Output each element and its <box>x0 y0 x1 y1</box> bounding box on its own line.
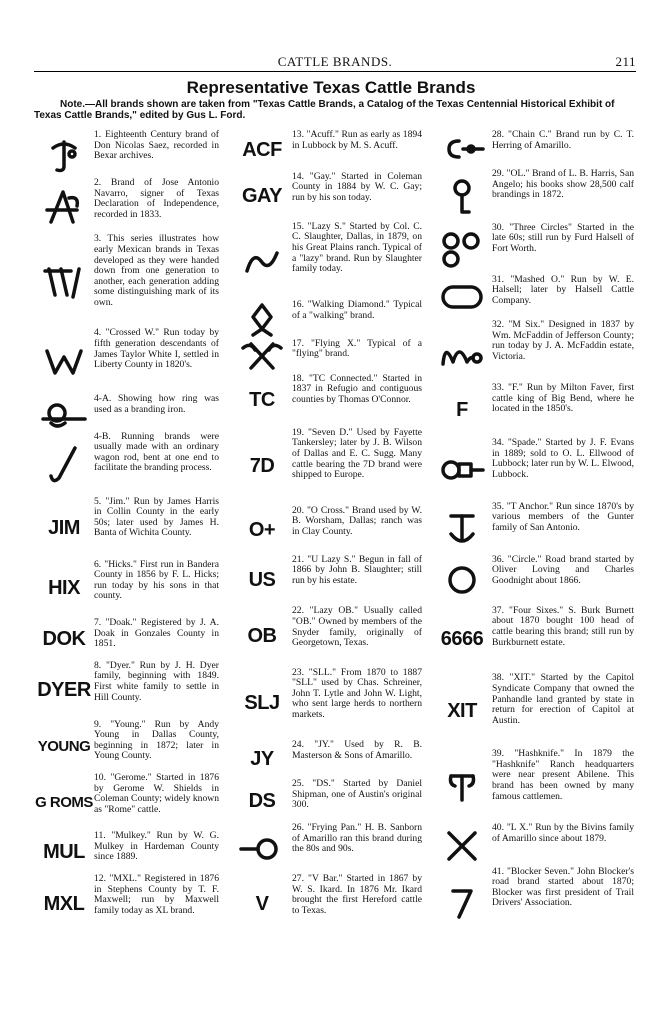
brand-entry <box>232 339 422 374</box>
brand-entry <box>432 383 634 438</box>
lx-brand-icon <box>432 823 492 867</box>
brand-mark <box>232 172 292 222</box>
hashknife-icon <box>432 749 492 823</box>
crossed-w-brand-icon <box>34 328 94 394</box>
brand-description: 38. "XIT." Started by the Capitol Syndicate Company that owned the Panhandle land granted by state in return for erection of Capitol at Austin. <box>492 672 634 726</box>
brand-mark <box>232 506 292 555</box>
brand-entry <box>34 560 219 618</box>
brand-entry <box>34 234 219 328</box>
brand-entry <box>34 618 219 661</box>
column-3 <box>432 130 634 1010</box>
brand-mark-text: MXL <box>43 893 85 916</box>
ol-brand-icon <box>432 169 492 223</box>
brand-description: 27. "V Bar." Started in 1867 by W. S. Ikard. In 1876 Mr. Ikard brought the first Hereford cattle to Texas. <box>292 873 422 916</box>
brand-description: 14. "Gay." Started in Coleman County in 1884 by W. C. Gay; run by his son today. <box>292 170 422 203</box>
brand-mark <box>34 831 94 874</box>
page-title: Representative Texas Cattle Brands <box>186 78 476 97</box>
brand-description: 40. "L X." Run by the Bivins family of Amarillo since about 1879. <box>492 822 634 844</box>
brand-entry <box>34 497 219 560</box>
brand-entry <box>232 874 422 935</box>
blocker-seven-icon <box>432 867 492 935</box>
sprig-brand-icon <box>34 130 94 178</box>
brand-mark-text: GAY <box>241 185 282 208</box>
brand-description: 9. "Young." Run by Andy Young in Dallas County, beginning in 1872; later in Young County. <box>94 718 219 762</box>
brand-entry <box>34 773 219 831</box>
circle-brand-icon <box>432 555 492 606</box>
brand-mark <box>232 668 292 741</box>
brand-mark <box>232 606 292 667</box>
brand-mark-text: O+ <box>248 518 276 541</box>
brand-description: 5. "Jim." Run by James Harris in Collin County in the early 50s; later used by James H. Banta of Wichita County. <box>94 495 219 539</box>
brand-description: 10. "Gerome." Started in 1876 by Gerome W. Shields in Coleman County; widely known as "Rome" cattle. <box>94 772 219 815</box>
brand-entry <box>232 779 422 823</box>
brand-description: 2. Brand of Jose Antonio Navarro, signer of Texas Declaration of Independence, recorded in 1833. <box>94 177 219 220</box>
brand-entry <box>34 178 219 234</box>
brand-description: 4-B. Running brands were usually made with an ordinary wagon rod, bent at one end to facilitate the branding process. <box>94 430 219 474</box>
brand-description: 29. "OL." Brand of L. B. Harris, San Angelo; his books show 28,500 calf brandings in 1872. <box>492 167 634 201</box>
brand-description: 28. "Chain C." Brand run by C. T. Herring of Amarillo. <box>492 129 634 151</box>
brand-description: 23. "SLL." From 1870 to 1887 "SLL" used by Chas. Schreiner, John T. Lytle and John W. Light, who sent large herds to northern markets. <box>292 666 422 720</box>
t-anchor-icon <box>432 502 492 555</box>
brand-description: 21. "U Lazy S." Begun in fall of 1866 by John B. Slaughter; still run by his estate. <box>292 553 422 586</box>
brand-entry <box>232 374 422 428</box>
brand-entry <box>432 823 634 867</box>
brand-description: 41. "Blocker Seven." John Blocker's road brand started about 1870; Blocker was first president of Trail Drivers' Association. <box>492 865 634 909</box>
brand-description: 12. "MXL." Registered in 1876 in Stephens County by T. F. Maxwell; run by Maxwell family today as XL brand. <box>94 873 219 916</box>
brand-description: 13. "Acuff." Run as early as 1894 in Lubbock by M. S. Acuff. <box>292 129 422 151</box>
brand-description: 8. "Dyer." Run by J. H. Dyer family, beginning with 1849. First white family to settle in Hill County. <box>94 659 219 703</box>
brand-mark <box>232 779 292 823</box>
brand-entry <box>432 673 634 749</box>
brand-description: 34. "Spade." Started by J. F. Evans in 1889; sold to O. L. Ellwood of Lubbock; later run by W. L. Elwood, Lubbock. <box>492 436 634 480</box>
spade-icon <box>432 438 492 502</box>
brand-mark <box>232 740 292 779</box>
walking-diamond-icon <box>232 300 292 338</box>
column-2 <box>232 130 422 1010</box>
brand-entry <box>34 394 219 431</box>
brand-entry <box>432 320 634 383</box>
brand-entry <box>432 275 634 321</box>
column-1 <box>34 130 219 1010</box>
brand-description: 31. "Mashed O." Run by W. E. Halsell; later by Halsell Cattle Company. <box>492 273 634 306</box>
brand-description: 4-A. Showing how ring was used as a branding iron. <box>94 393 219 415</box>
brand-mark-text: US <box>248 568 276 591</box>
brand-description: 4. "Crossed W." Run today by fifth generation descendants of James Taylor White I, settled in Liberty County in 1820's. <box>94 327 219 371</box>
brand-entry <box>34 661 219 720</box>
brand-description: 32. "M Six." Designed in 1837 by Wm. McFaddin of Jefferson County; run today by J. A. McFaddin estate, Victoria. <box>492 319 634 363</box>
navarro-brand-icon <box>34 178 94 234</box>
chain-c-icon <box>432 130 492 169</box>
brand-entry <box>432 606 634 674</box>
header-rule <box>34 71 636 72</box>
brand-mark-text: V <box>255 893 269 916</box>
brand-entry <box>232 740 422 779</box>
brand-entry <box>232 172 422 222</box>
brand-entry <box>432 502 634 555</box>
mashed-o-icon <box>432 275 492 321</box>
brand-mark-text: JY <box>250 748 274 771</box>
brand-mark <box>34 661 94 720</box>
brand-description: 33. "F." Run by Milton Faver, first cattle king of Big Bend, where he located in the 1850's. <box>492 382 634 415</box>
running-header <box>34 50 636 70</box>
brand-description: 1. Eighteenth Century brand of Don Nicolas Saez, recorded in Bexar archives. <box>94 129 219 162</box>
brand-mark-text: F <box>456 399 468 422</box>
brand-mark <box>232 374 292 428</box>
brand-description: 22. "Lazy OB." Usually called "OB." Owned by members of the Snyder family, originally of Georgetown, Texas. <box>292 605 422 649</box>
brand-entry <box>232 823 422 874</box>
brand-entry <box>432 555 634 606</box>
brand-entry <box>432 867 634 935</box>
brand-entry <box>34 130 219 178</box>
brand-mark-text: DOK <box>42 627 86 650</box>
brand-mark <box>34 618 94 661</box>
brand-mark-text: HIX <box>48 577 80 600</box>
running-title: CATTLE BRANDS. <box>277 54 393 69</box>
brand-description: 26. "Frying Pan." H. B. Sanborn of Amarillo ran this brand during the 80s and 90s. <box>292 822 422 855</box>
frying-pan-icon <box>232 823 292 874</box>
brand-description: 15. "Lazy S." Started by Col. C. C. Slaughter, Dallas, in 1879, on his Great Plains ranch. Typical of a "lazy" brand. Run by Slaughter family today. <box>292 220 422 275</box>
brand-mark-text: YOUNG <box>37 737 91 755</box>
brand-description: 11. "Mulkey." Run by W. G. Mulkey in Hardeman County since 1889. <box>94 830 219 863</box>
brand-description: 7. "Doak." Registered by J. A. Doak in Gonzales County in 1851. <box>94 617 219 650</box>
brand-description: 24. "JY." Used by R. B. Masterson & Sons of Amarillo. <box>292 739 422 761</box>
brand-mark-text: G ROMS <box>35 793 93 811</box>
brand-mark <box>34 720 94 773</box>
brand-entry <box>232 555 422 607</box>
brand-mark <box>34 874 94 935</box>
brand-entry <box>232 506 422 555</box>
source-note: Note.—All brands shown are taken from "Texas Cattle Brands, a Catalog of the Texas Centennial Historical Exhibit of Texas Cattle Brands," edited by Gus L. Ford. <box>34 99 615 121</box>
ring-iron-icon <box>34 394 94 431</box>
brand-mark <box>432 383 492 438</box>
brand-entry <box>34 874 219 935</box>
brand-mark <box>34 560 94 618</box>
brand-entry <box>232 222 422 300</box>
brand-mark <box>432 673 492 749</box>
running-iron-icon <box>34 432 94 497</box>
brand-mark-text: SLJ <box>244 692 280 715</box>
three-circles-icon <box>432 223 492 275</box>
brand-entry <box>232 300 422 338</box>
brand-entry <box>232 130 422 172</box>
brand-mark <box>232 130 292 172</box>
brand-entry <box>432 169 634 223</box>
brand-entry <box>34 328 219 394</box>
m-six-icon <box>432 320 492 383</box>
brand-mark <box>232 555 292 607</box>
brand-description: 16. "Walking Diamond." Typical of a "walking" brand. <box>292 299 422 321</box>
brand-description: 3. This series illustrates how early Mexican brands in Texas developed as they were handed down from one generation to another, each generation adding some distinguishing mark of its own. <box>94 233 219 308</box>
brand-entry <box>34 720 219 773</box>
brand-entry <box>232 606 422 667</box>
brand-entry <box>432 130 634 169</box>
brand-entry <box>232 428 422 506</box>
brand-mark-text: 6666 <box>440 628 484 651</box>
brand-mark-text: JIM <box>48 516 80 539</box>
lazy-s-brand-icon <box>232 222 292 300</box>
brand-entry <box>34 831 219 874</box>
brand-entry <box>432 223 634 275</box>
brand-mark-text: DS <box>248 789 276 812</box>
brand-mark <box>232 428 292 506</box>
brand-description: 39. "Hashknife." In 1879 the "Hashknife" Ranch headquarters were near present Abilene. This brand has been owned by many famous cattlemen. <box>492 748 634 802</box>
flying-x-icon <box>232 339 292 374</box>
brand-entry <box>34 432 219 497</box>
brand-mark-text: OB <box>247 625 277 648</box>
brand-mark <box>34 497 94 560</box>
brand-description: 25. "DS." Started by Daniel Shipman, one of Austin's original 300. <box>292 778 422 811</box>
brand-entry <box>432 749 634 823</box>
brand-description: 17. "Flying X." Typical of a "flying" brand. <box>292 337 422 360</box>
brand-description: 35. "T Anchor." Run since 1870's by various members of the Gunter family of San Antonio. <box>492 500 634 533</box>
series-brands-icon <box>34 234 94 328</box>
brand-mark-text: DYER <box>37 678 91 701</box>
brand-description: 20. "O Cross." Brand used by W. B. Worsham, Dallas; ranch was in Clay County. <box>292 504 422 537</box>
brand-mark-text: TC <box>249 389 275 412</box>
brand-mark-text: XIT <box>447 699 477 722</box>
page-number: 211 <box>615 54 636 69</box>
brand-mark <box>34 773 94 831</box>
brand-description: 18. "TC Connected." Started in 1837 in Refugio and contiguous counties by Thomas O'Connor. <box>292 372 422 405</box>
brand-description: 6. "Hicks." First run in Bandera County in 1856 by F. L. Hicks; run today by his sons in that county. <box>94 558 219 602</box>
brand-mark-text: 7D <box>249 455 275 478</box>
brand-mark-text: MUL <box>43 841 85 864</box>
brand-description: 37. "Four Sixes." S. Burk Burnett about 1870 bought 100 head of cattle bearing this brand; still run by Burkburnett estate. <box>492 604 634 648</box>
brand-entry <box>232 668 422 741</box>
brand-entry <box>432 438 634 502</box>
brand-mark-text: ACF <box>242 139 282 162</box>
brand-description: 36. "Circle." Road brand started by Oliver Loving and Charles Goodnight about 1866. <box>492 553 634 587</box>
brand-description: 19. "Seven D." Used by Fayette Tankersley; later by J. B. Wilson of Dallas and E. C. Sugg. Many cattle bearing the 7D brand were shipped to Europe. <box>292 426 422 481</box>
brand-description: 30. "Three Circles" Started in the late 60s; still run by Furd Halsell of Fort Worth. <box>492 221 634 255</box>
brand-mark <box>232 874 292 935</box>
brand-mark <box>432 606 492 674</box>
